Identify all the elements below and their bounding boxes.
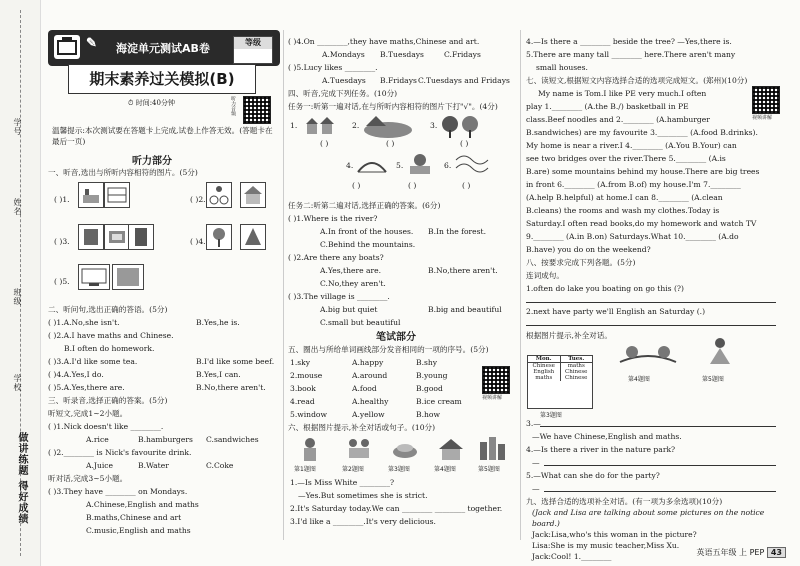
exam-time-text: 时间:40分钟	[135, 99, 175, 107]
s3-q4: ( )4.On ________,they have maths,Chinese and art.	[288, 37, 480, 46]
s8-q5: 5.—What can she do for the party?	[526, 471, 660, 480]
s5-4-b: B.ice cream	[416, 397, 462, 406]
t2-q2-a: A.Yes,there are.	[320, 266, 382, 275]
s8-pic-4-nature-park	[618, 342, 678, 368]
timetable-picture	[527, 355, 593, 409]
s5-3-b: B.good	[416, 384, 443, 393]
brand-script-icon: ✎	[86, 36, 97, 51]
s8-q2: 2.next have party we'll English an Saturday (.)	[526, 307, 706, 316]
t2-q2: ( )2.Are there any boats?	[288, 253, 384, 262]
s1-pic-1b	[104, 182, 130, 208]
video-qr-caption-2: 视频讲解	[752, 115, 773, 121]
s1-pic-4a	[206, 224, 232, 250]
s3-q5-b: B.Fridays	[380, 76, 417, 85]
s6-pic-4-house	[436, 436, 466, 462]
s5-2-word: 2.mouse	[290, 371, 323, 380]
s1-pic-3c	[128, 224, 154, 250]
s8-q5-answer-line[interactable]	[544, 491, 776, 492]
s8-subheading-2: 根据图片提示,补全对话。	[526, 331, 612, 340]
s1-item-4: ( )4.	[190, 237, 206, 246]
s3-q3: ( )3.They have ________ on Mondays.	[48, 487, 188, 496]
section-2-heading: 二、听问句,选出正确的答语。(5分)	[48, 305, 168, 314]
t2-q1-b: B.In the forest.	[428, 227, 487, 236]
t2-q1-a: A.In front of the houses.	[320, 227, 414, 236]
s2-q2: ( )2.A.I have maths and Chinese.	[48, 331, 174, 340]
s3-q4-a: A.Mondays	[322, 50, 365, 59]
s8-q4-answer-line[interactable]	[544, 465, 776, 466]
s8-caption-4: 第4题图	[628, 376, 650, 383]
t2-q2-c: C.No,they aren't.	[320, 279, 386, 288]
column-divider	[283, 30, 284, 540]
s3-q5-a: A.Tuesdays	[322, 76, 366, 85]
s6-caption-4: 第4题图	[434, 466, 456, 473]
s1-pic-5b	[112, 264, 144, 290]
s8-caption-5: 第5题图	[702, 376, 724, 383]
s3-q1-b: B.hamburgers	[138, 435, 193, 444]
s5-1-word: 1.sky	[290, 358, 311, 367]
t2-q3-b: B.big and beautiful	[428, 305, 502, 314]
task1-num-5: 5.	[396, 161, 404, 170]
s8-subheading: 连词成句。	[526, 271, 564, 280]
student-id-label: 学号	[13, 118, 22, 136]
student-name-label: 姓名	[13, 198, 22, 216]
s3-q1-a: A.rice	[86, 435, 109, 444]
passage-line-1: My name is Tom.I like PE very much.I often	[538, 89, 707, 98]
s6-q4: 4.—Is there a ________ beside the tree? —Yes,there is.	[526, 37, 732, 46]
clock-icon: ⏱	[128, 99, 134, 107]
s2-q3-b: B.I'd like some beef.	[196, 357, 275, 366]
task1-pic-5-park	[406, 152, 434, 178]
timetable-head-tues: Tues.	[568, 356, 585, 362]
s5-5-word: 5.window	[290, 410, 327, 419]
s8-caption-3: 第3题图	[540, 412, 562, 419]
s1-pic-5a	[78, 264, 110, 290]
task1-num-3: 3.	[430, 121, 438, 130]
listening-heading: 听力部分	[132, 156, 172, 167]
s8-q1: 1.often do lake you boating on go this (?)	[526, 284, 684, 293]
s5-3-word: 3.book	[290, 384, 316, 393]
section-1-heading: 一、听音,选出与所听内容相符的图片。(5分)	[48, 168, 198, 177]
s2-q1: ( )1.A.No,she isn't.	[48, 318, 120, 327]
grade-box	[233, 36, 273, 64]
s6-pic-2-activity	[344, 436, 374, 462]
passage-line-11: Saturday.I often read books,do my homework and watch TV	[526, 219, 757, 228]
section-8-heading: 八、按要求完成下列各题。(5分)	[526, 258, 636, 267]
task1-paren-2: ( )	[386, 139, 395, 148]
audio-qr-code[interactable]	[243, 96, 271, 124]
s1-pic-2b	[240, 182, 266, 208]
s3-q1-c: C.sandwiches	[206, 435, 259, 444]
s3-q2: ( )2.________ is Nick's favourite drink.	[48, 448, 192, 457]
s2-q4: ( )4.A.Yes,I do.	[48, 370, 104, 379]
s2-q2-b: B.I often do homework.	[64, 344, 155, 353]
section-3-heading: 三、听录音,选择正确的答案。(5分)	[48, 396, 168, 405]
s1-pic-4b	[240, 224, 266, 250]
s1-pic-1a	[78, 182, 104, 208]
s6-q2: 2.It's Saturday today.We can ________ ________ together.	[290, 504, 503, 513]
passage-line-7: B.are) some mountains behind my house.There are big trees	[526, 167, 760, 176]
s9-line-2: Lisa:She is my music teacher,Miss Xu.	[532, 541, 680, 550]
page-number: 43	[767, 547, 786, 558]
s8-q1-answer-line[interactable]	[526, 302, 776, 303]
s2-q5: ( )5.A.Yes,there are.	[48, 383, 125, 392]
section-7-heading: 七、读短文,根据短文内容选择合适的选项完成短文。(郑州)(10分)	[526, 76, 748, 85]
s5-4-a: A.healthy	[352, 397, 389, 406]
s8-q2-answer-line[interactable]	[526, 325, 776, 326]
passage-line-10: B.cleans) the rooms and wash my clothes.Today is	[526, 206, 720, 215]
class-label: 班级	[13, 288, 22, 306]
timetable-cell: maths	[528, 375, 561, 381]
task-1-heading: 任务一:听第一遍对话,在与所听内容相符的图片下打"√"。(4分)	[288, 102, 498, 111]
task1-paren-4: ( )	[352, 181, 361, 190]
s3-intro-2: 听对话,完成3~5小题。	[48, 474, 128, 483]
s5-1-a: A.happy	[352, 358, 384, 367]
passage-line-6: see two bridges over the river.There 5.________ (A.is	[526, 154, 726, 163]
task1-num-2: 2.	[352, 121, 360, 130]
t2-q3-a: A.big but quiet	[320, 305, 378, 314]
grade-label: 等级	[234, 37, 272, 49]
footer	[697, 547, 786, 558]
timetable-head-mon: Mon.	[528, 356, 561, 362]
task-2-heading: 任务二:听第二遍对话,选择正确的答案。(6分)	[288, 201, 441, 210]
s5-3-a: A.food	[352, 384, 377, 393]
s3-q4-c: C.Fridays	[444, 50, 481, 59]
s9-intro-1: (Jack and Lisa are talking about some pictures on the notice	[532, 508, 765, 517]
s1-pic-3b	[104, 224, 130, 250]
s3-q4-b: B.Tuesdays	[380, 50, 424, 59]
exam-title: 期末素养过关模拟(B)	[68, 64, 256, 94]
s8-q4-b: —	[532, 458, 540, 467]
passage-line-2: play 1.________ (A.the B./) basketball in PE	[526, 102, 689, 111]
brand-name: 海淀单元测试AB卷	[116, 42, 210, 55]
t2-q1-c: C.Behind the mountains.	[320, 240, 416, 249]
s2-q3: ( )3.A.I'd like some tea.	[48, 357, 138, 366]
s1-item-2: ( )2.	[190, 195, 206, 204]
s8-q3: 3.—	[526, 419, 541, 428]
passage-line-3: class.Beef noodles and 2.________ (A.hamburger	[526, 115, 710, 124]
s3-q2-b: B.Water	[138, 461, 169, 470]
slogan: 做讲练题 得好成绩	[16, 432, 27, 525]
task1-pic-4-bridge	[356, 152, 388, 178]
s1-item-5: ( )5.	[54, 277, 70, 286]
s1-pic-2a	[206, 182, 232, 208]
task1-paren-5: ( )	[408, 181, 417, 190]
writing-heading: 笔试部分	[376, 332, 416, 343]
s6-caption-5: 第5题图	[478, 466, 500, 473]
task1-pic-1-houses	[300, 114, 338, 140]
s6-q5-b: small houses.	[536, 63, 588, 72]
s3-q5: ( )5.Lucy likes ________.	[288, 63, 378, 72]
s5-2-b: B.young	[416, 371, 448, 380]
timetable-cell: Chinese	[565, 369, 588, 375]
s1-pic-3a	[78, 224, 104, 250]
task1-num-1: 1.	[290, 121, 298, 130]
passage-line-13: B.have) you do on the weekend?	[526, 245, 651, 254]
passage-line-12: 9.________ (A.in B.on) Saturdays.What 10.________ (A.do	[526, 232, 739, 241]
audio-qr-caption: 听力音频	[230, 96, 236, 116]
t2-q2-b: B.No,there aren't.	[428, 266, 498, 275]
s8-q5-b: —	[532, 484, 540, 493]
s5-4-word: 4.read	[290, 397, 315, 406]
timetable-row	[528, 375, 592, 381]
s5-5-b: B.how	[416, 410, 440, 419]
video-qr-caption-1: 视频讲解	[482, 395, 503, 401]
s8-pic-5-girl	[706, 336, 734, 370]
s8-q3-answer-line[interactable]	[540, 426, 776, 427]
s8-q3-b: —We have Chinese,English and maths.	[532, 432, 682, 441]
task1-num-4: 4.	[346, 161, 354, 170]
s3-q3-c: C.music,English and maths	[86, 526, 191, 535]
tip-line-1	[52, 125, 280, 147]
passage-line-4: B.sandwiches) are my favourite 3.________ (A.food B.drinks).	[526, 128, 758, 137]
s6-caption-1: 第1题图	[294, 466, 316, 473]
passage-line-5: My home is near a river.I 4.________ (A.You B.Your) can	[526, 141, 737, 150]
video-qr-code-2[interactable]	[752, 86, 780, 114]
s6-q3: 3.I'd like a ________.It's very delicious.	[290, 517, 436, 526]
timetable-cell: Chinese	[528, 363, 561, 369]
s6-q1: 1.—Is Miss White ________?	[290, 478, 395, 487]
s3-q3-b: B.maths,Chinese and art	[86, 513, 182, 522]
s5-5-a: A.yellow	[352, 410, 385, 419]
column-divider	[520, 30, 521, 540]
s6-q1-b: —Yes.But sometimes she is strict.	[298, 491, 428, 500]
s3-q2-c: C.Coke	[206, 461, 234, 470]
video-qr-code-1[interactable]	[482, 366, 510, 394]
section-5-heading: 五、圈出与所给单词画线部分发音相同的一项的序号。(5分)	[288, 345, 489, 354]
timetable-cell: maths	[567, 363, 585, 369]
task1-pic-6-water	[454, 150, 494, 178]
t2-q3: ( )3.The village is ________.	[288, 292, 390, 301]
footer-label: 英语五年级 上 PEP	[696, 548, 765, 557]
task1-pic-2-river	[362, 112, 414, 140]
timetable-cell: Chinese	[565, 375, 588, 381]
s3-intro-1: 听短文,完成1~2小题。	[48, 409, 128, 418]
t2-q3-c: C.small but beautiful	[320, 318, 401, 327]
s2-q5-b: B.No,there aren't.	[196, 383, 266, 392]
s6-pic-1-teacher	[296, 436, 324, 462]
school-label: 学校	[13, 374, 22, 392]
t2-q1: ( )1.Where is the river?	[288, 214, 378, 223]
s9-line-1: Jack:Lisa,who's this woman in the picture?	[532, 530, 697, 539]
timetable-head	[528, 356, 592, 363]
task1-paren-6: ( )	[462, 181, 471, 190]
s5-2-a: A.around	[352, 371, 388, 380]
s1-item-1: ( )1.	[54, 195, 70, 204]
s6-caption-3: 第3题图	[388, 466, 410, 473]
s3-q3-a: A.Chinese,English and maths	[86, 500, 199, 509]
s3-q5-c: C.Tuesdays and Fridays	[418, 76, 510, 85]
passage-line-8: in front 6.________ (A.from B.of) my house.I'm 7.________	[526, 180, 741, 189]
s1-item-3: ( )3.	[54, 237, 70, 246]
s3-q2-a: A.Juice	[86, 461, 114, 470]
s5-1-b: B.shy	[416, 358, 438, 367]
task1-paren-3: ( )	[460, 139, 469, 148]
s6-q5: 5.There are many tall ________ here.There aren't many	[526, 50, 736, 59]
task1-paren-1: ( )	[320, 139, 329, 148]
s9-intro-2: board.)	[532, 519, 560, 528]
brand-logo-icon	[54, 35, 80, 59]
exam-time	[128, 98, 175, 109]
task1-num-6: 6.	[444, 161, 452, 170]
timetable-cell: English	[528, 369, 561, 375]
s8-q4: 4.—Is there a river in the nature park?	[526, 445, 676, 454]
section-9-heading: 九、选择合适的选项补全对话。(有一项为多余选项)(10分)	[526, 497, 723, 506]
s6-caption-2: 第2题图	[342, 466, 364, 473]
s6-pic-3-food	[390, 436, 420, 462]
section-6-heading: 六、根据图片提示,补全对话或句子。(10分)	[288, 423, 436, 432]
s2-q4-b: B.Yes,I can.	[196, 370, 241, 379]
section-4-heading: 四、听音,完成下列任务。(10分)	[288, 89, 398, 98]
tip-text: 温馨提示:本次测试要在答题卡上完成,试卷上作答无效。(答题卡在最后一页)	[52, 126, 273, 146]
s2-q1-b: B.Yes,he is.	[196, 318, 240, 327]
student-info-sidebar	[0, 0, 41, 566]
task1-pic-3-trees	[440, 112, 482, 140]
passage-line-9: (A.help B.helpful) at home.I can 8.________ (A.clean	[526, 193, 723, 202]
s3-q1: ( )1.Nick doesn't like ________.	[48, 422, 164, 431]
s6-pic-5-buildings	[478, 434, 508, 462]
s9-line-3: Jack:Cool! 1.________	[532, 552, 612, 561]
